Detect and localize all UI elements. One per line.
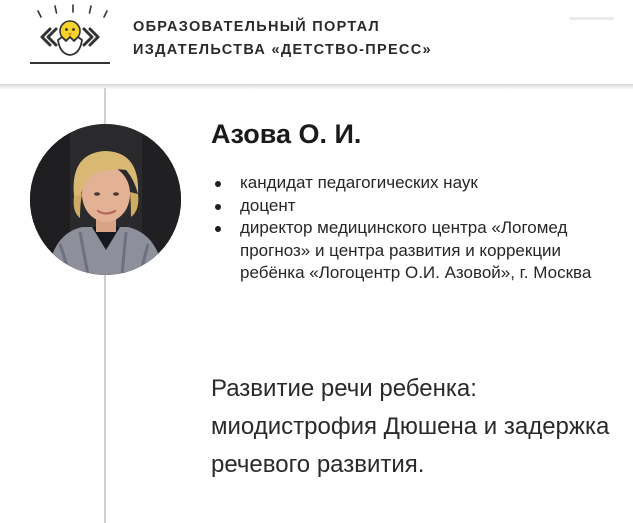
site-header	[0, 0, 633, 84]
menu-hint	[569, 17, 614, 20]
brand-line-2: ИЗДАТЕЛЬСТВА «ДЕТСТВО-ПРЕСС»	[133, 42, 432, 58]
lecture-topic: Развитие речи ребенка: миодистрофия Дюшена и задержка речевого развития.	[211, 375, 610, 478]
list-item: директор медицинского центра «Логомед прогноз» и центра развития и коррекции ребёнка «Логоцентр О.И. Азовой», г. Москва	[211, 217, 615, 285]
brand-line-1: ОБРАЗОВАТЕЛЬНЫЙ ПОРТАЛ	[133, 19, 381, 35]
chick-in-egg-icon[interactable]	[28, 4, 112, 68]
person-name: Азова О. И.	[211, 119, 362, 149]
portrait-photo	[30, 124, 181, 275]
avatar	[30, 124, 181, 275]
header-divider	[0, 84, 633, 90]
list-item: кандидат педагогических наук	[211, 172, 615, 195]
list-item: доцент	[211, 195, 615, 218]
credentials-list	[211, 172, 615, 285]
site-brand[interactable]	[133, 16, 432, 62]
